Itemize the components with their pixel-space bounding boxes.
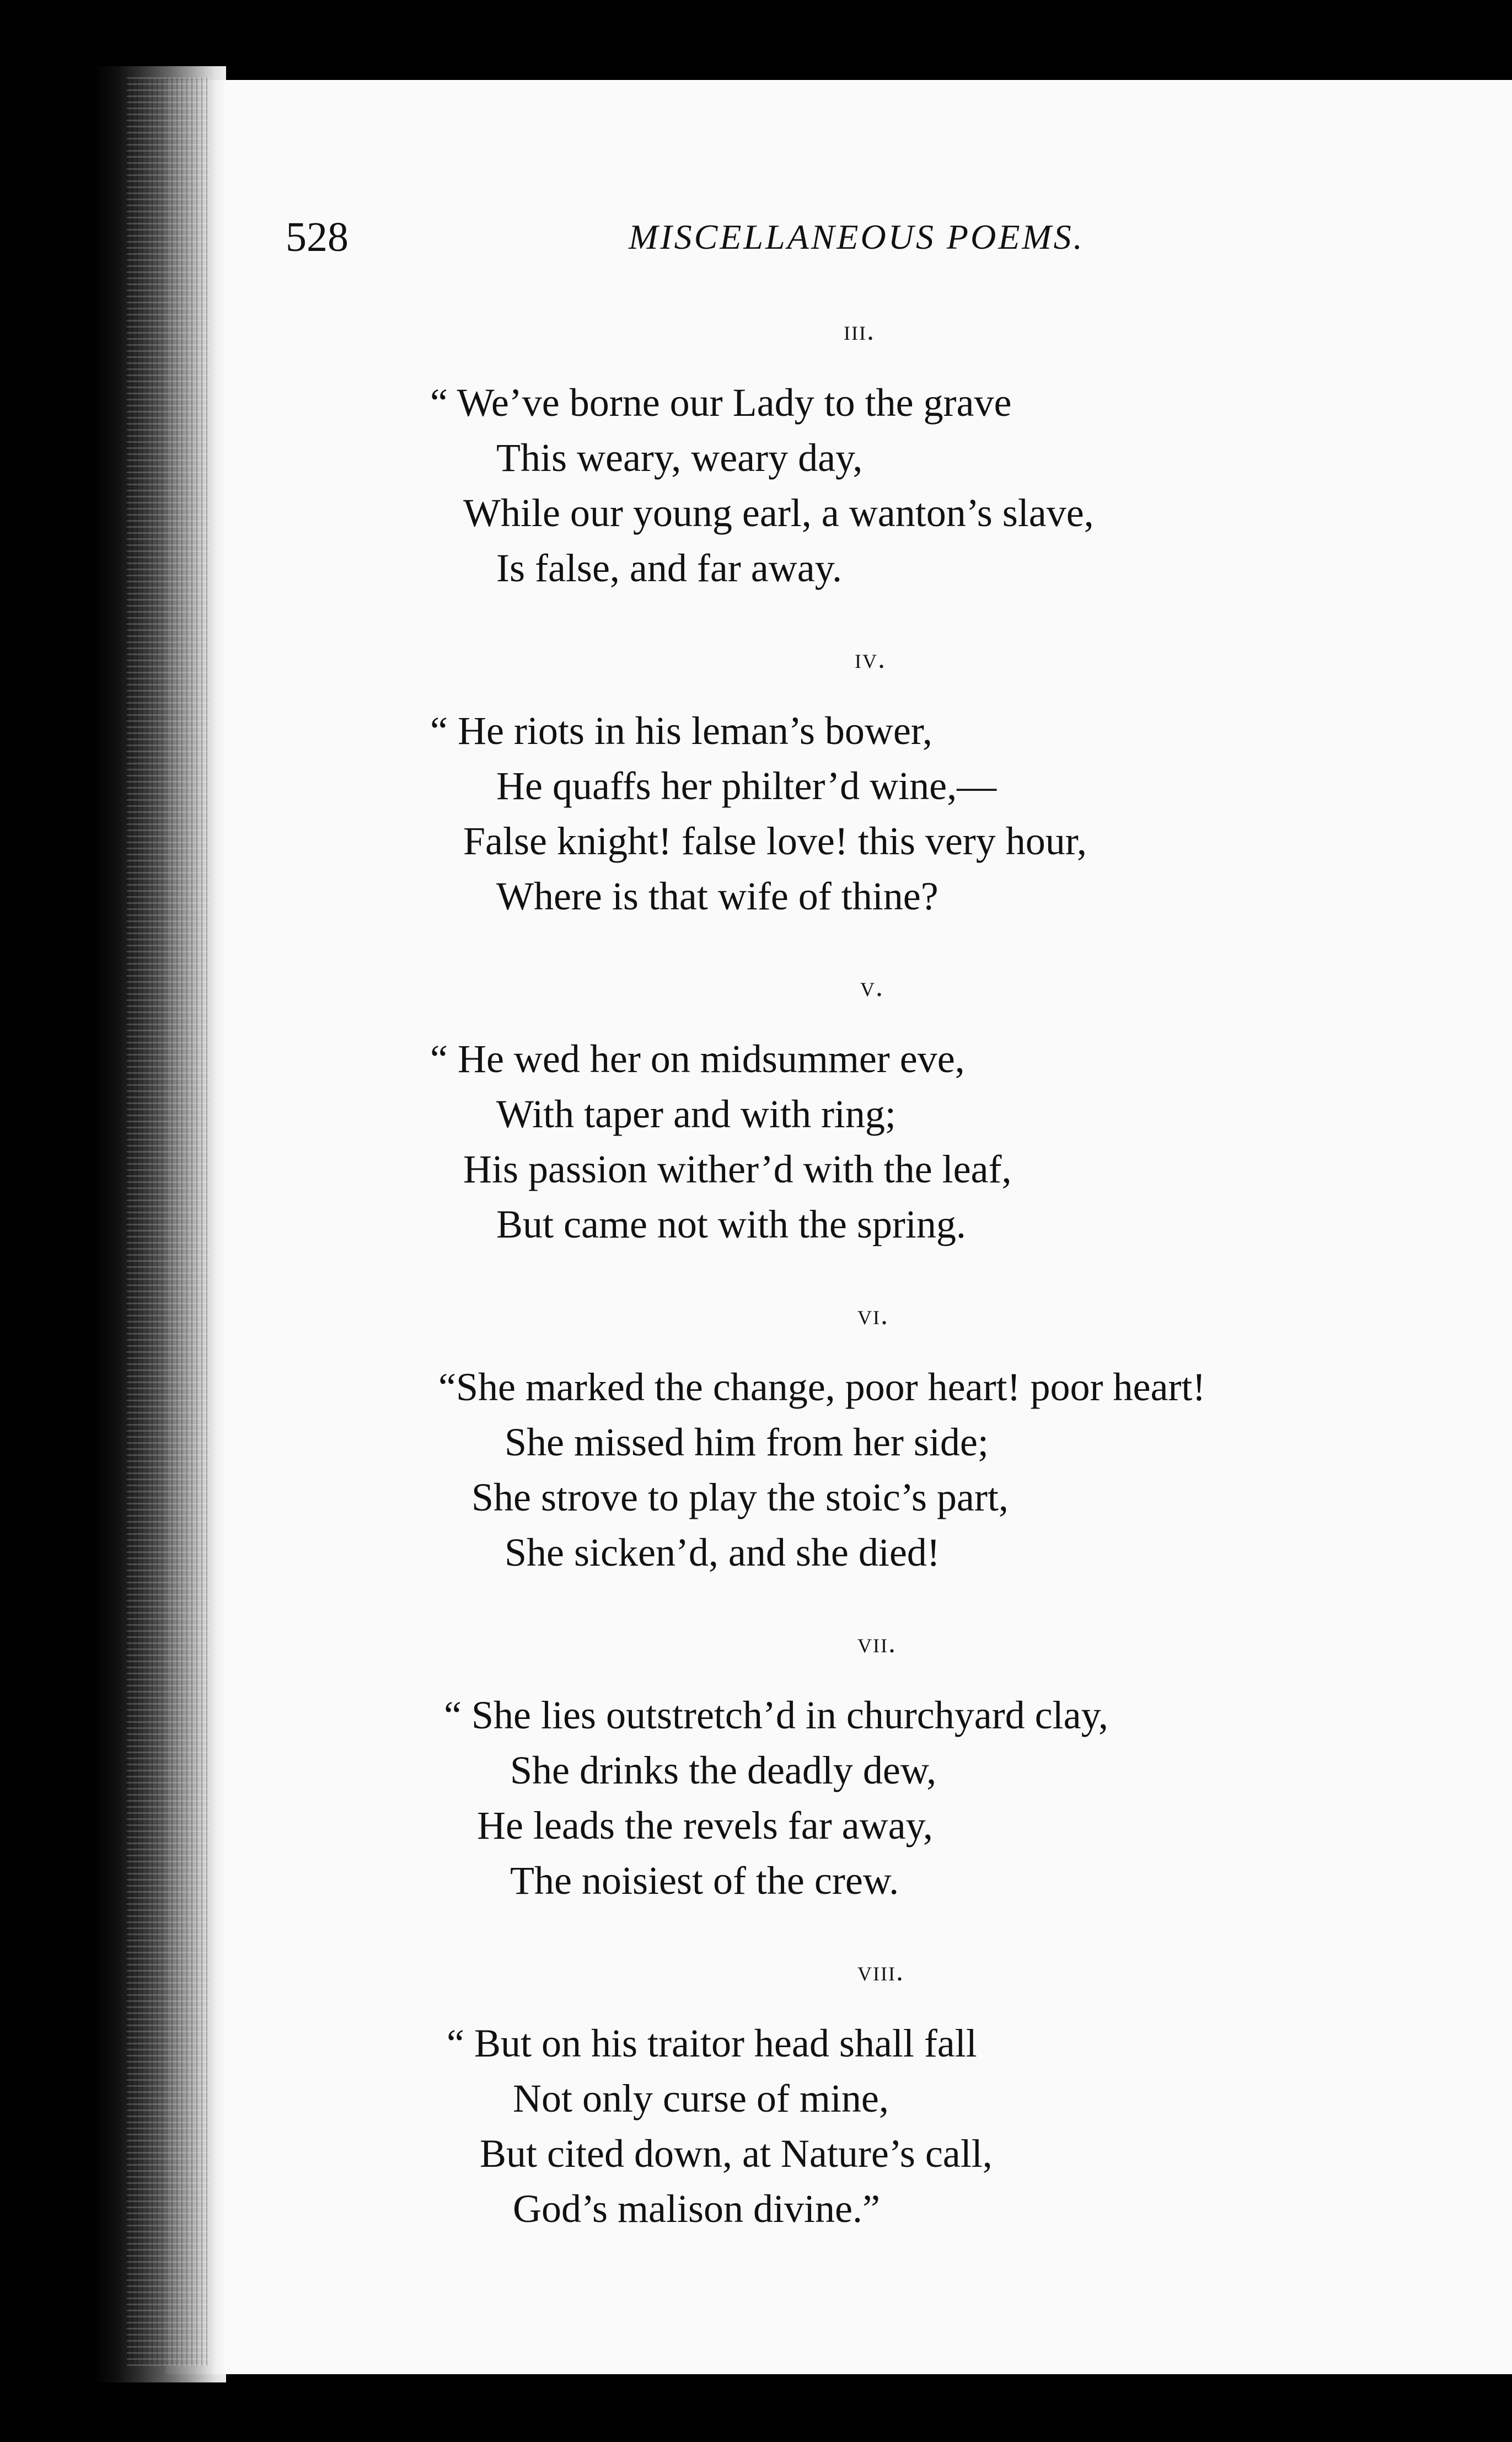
verse-line: “ But on his traitor head shall fall — [447, 2021, 977, 2065]
stanza-number: iv. — [855, 643, 886, 674]
verse-line: “ We’ve borne our Lady to the grave — [430, 381, 1012, 425]
stanza — [444, 1688, 1108, 1908]
verse-line: This weary, weary day, — [496, 436, 863, 480]
stanza — [438, 1359, 1205, 1580]
verse-line: She drinks the deadly dew, — [510, 1748, 937, 1792]
verse-line: Is false, and far away. — [496, 546, 843, 590]
stanza — [430, 1031, 1011, 1252]
verse-line: While our young earl, a wanton’s slave, — [463, 491, 1094, 535]
verse-line: Not only curse of mine, — [513, 2076, 889, 2120]
verse-line: “ He riots in his leman’s bower, — [430, 709, 932, 753]
verse-line: But came not with the spring. — [496, 1202, 966, 1246]
stanza-number: iii. — [844, 315, 875, 346]
verse-line: His passion wither’d with the leaf, — [463, 1147, 1012, 1191]
gutter-speckle — [127, 77, 210, 2366]
page-number: 528 — [286, 214, 348, 260]
verse-line: “She marked the change, poor heart! poor heart! — [438, 1365, 1206, 1409]
verse-line: God’s malison divine.” — [513, 2187, 880, 2231]
verse-line: Where is that wife of thine? — [496, 874, 939, 918]
running-title: MISCELLANEOUS POEMS. — [629, 217, 1085, 256]
verse-line: The noisiest of the crew. — [510, 1859, 899, 1903]
verse-line: With taper and with ring; — [496, 1092, 896, 1136]
running-head — [276, 210, 1158, 265]
verse-line: But cited down, at Nature’s call, — [480, 2132, 993, 2176]
stanza-number: vii. — [857, 1627, 897, 1659]
stanza-number: viii. — [857, 1956, 904, 1987]
stanza — [447, 2016, 993, 2236]
verse-line: She sicken’d, and she died! — [505, 1530, 940, 1575]
stanza-number: vi. — [857, 1299, 889, 1331]
verse-line: She missed him from her side; — [505, 1420, 989, 1464]
stanza — [430, 703, 1087, 924]
verse-line: He leads the revels far away, — [477, 1803, 933, 1847]
verse-line: He quaffs her philter’d wine,— — [496, 764, 997, 808]
verse-line: “ He wed her on midsummer eve, — [430, 1037, 965, 1081]
verse-line: False knight! false love! this very hour, — [463, 819, 1087, 863]
stanza-number: v. — [860, 971, 884, 1003]
verse-line: She strove to play the stoic’s part, — [471, 1475, 1009, 1519]
verse-line: “ She lies outstretch’d in churchyard clay, — [444, 1693, 1108, 1737]
stanza — [430, 375, 1094, 596]
